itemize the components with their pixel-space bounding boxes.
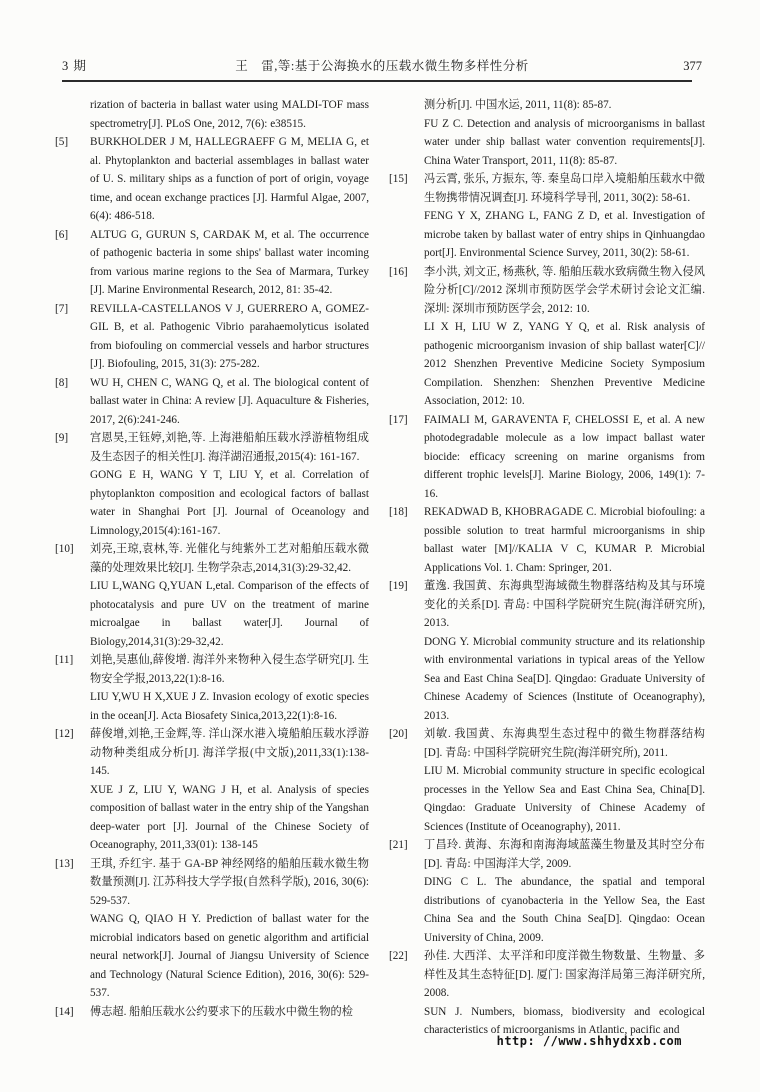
reference-body <box>424 725 705 836</box>
reference-text: SUN J. Numbers, biomass, biodiversity and ecological characteristics of microorganisms in Atlantic, pacific and <box>424 1005 705 1036</box>
reference-body <box>90 429 369 540</box>
reference-number: [18] <box>389 506 408 518</box>
reference-number: [8] <box>55 376 69 389</box>
reference-number: [13] <box>55 857 74 870</box>
reference-body <box>90 300 369 374</box>
reference-text: 王琪, 乔红宇. 基于 GA-BP 神经网络的船舶压载水微生物数量预测[J]. 江苏科技大学学报(自然科学版), 2016, 30(6): 529-537. <box>90 857 369 907</box>
reference-body <box>424 170 705 263</box>
references-column-left <box>55 96 369 1021</box>
reference-entry <box>55 226 369 300</box>
reference-entry <box>55 540 369 651</box>
reference-body <box>90 374 369 430</box>
reference-entry <box>389 947 705 1040</box>
reference-body <box>424 411 705 504</box>
reference-body <box>90 1003 369 1022</box>
reference-text: DONG Y. Microbial community structure and its relationship with environmental variations in typical areas of the Yellow Sea and East China Sea[D]. Qingdao: Graduate University of Chinese Academy of Sciences (Institute of Oceanography), 2013. <box>424 635 705 722</box>
reference-text: 刘亮,王琼,袁林,等. 光催化与纯紫外工艺对船舶压载水微藻的处理效果比较[J]. 生物学杂志,2014,31(3):29-32,42. <box>90 543 369 574</box>
reference-text: 薛俊增,刘艳,王金辉,等. 洋山深水港入境船舶压载水浮游动物种类组成分析[J]. 海洋学报(中文版),2011,33(1):138-145. <box>90 728 369 777</box>
journal-url: http: //www.shhydxxb.com <box>496 1034 682 1048</box>
reference-text: XUE J Z, LIU Y, WANG J H, et al. Analysis of species composition of ballast water in the entry ship of the Yangshan deep-water port [J]. Journal of the Chinese Society of Oceanography, 2011,33(01): 138-145 <box>90 783 369 851</box>
reference-text: 孙佳. 大西洋、太平洋和印度洋微生物数量、生物量、多样性及其生态特征[D]. 厦门: 国家海洋局第三海洋研究所, 2008. <box>424 950 705 999</box>
reference-body <box>90 226 369 300</box>
reference-entry <box>389 836 705 947</box>
reference-entry <box>55 133 369 226</box>
reference-text: REKADWAD B, KHOBRAGADE C. Microbial biofouling: a possible solution to treat harmful microorganisms in ship ballast water [M]//KALIA V C, KUMAR P. Microbial Applications Vol. 1. Cham: Springer, 201. <box>424 506 705 574</box>
reference-number: [6] <box>55 228 69 241</box>
reference-body <box>424 503 705 577</box>
reference-entry <box>55 725 369 855</box>
reference-text: LIU Y,WU H X,XUE J Z. Invasion ecology of exotic species in the ocean[J]. Acta Biosafety Sinica,2013,22(1):8-16. <box>90 691 369 722</box>
reference-text: 宫恩昊,王钰婷,刘艳,等. 上海港船舶压载水浮游植物组成及生态因子的相关性[J]. 海洋湖沼通报,2015(4): 161-167. <box>90 432 369 463</box>
reference-body <box>424 836 705 947</box>
reference-text: 李小洪, 刘文正, 杨燕秋, 等. 船舶压载水致病微生物入侵风险分析[C]//2012 深圳市预防医学会学术研讨会论文汇编. 深圳: 深圳市预防医学会, 2012: 10. <box>424 265 705 315</box>
reference-entry <box>389 577 705 725</box>
reference-number: [14] <box>55 1005 74 1018</box>
reference-body <box>424 947 705 1040</box>
reference-text: rization of bacteria in ballast water using MALDI-TOF mass spectrometry[J]. PLoS One, 2012, 7(6): e38515. <box>90 99 369 130</box>
reference-body <box>90 725 369 855</box>
reference-text: WANG Q, QIAO H Y. Prediction of ballast water for the microbial indicators based on genetic algorithm and artificial neural network[J]. Journal of Jiangsu University of Science and Technology (Natural Science Edition), 2016, 30(6): 529-537. <box>90 913 369 999</box>
reference-body <box>424 96 705 170</box>
reference-number: [19] <box>389 580 408 592</box>
reference-entry <box>55 96 369 133</box>
reference-entry <box>55 300 369 374</box>
reference-text: FU Z C. Detection and analysis of microorganisms in ballast water under ship ballast water convention requirements[J]. China Water Transport, 2011, 11(8): 85-87. <box>424 117 705 167</box>
page-footer <box>0 1034 682 1048</box>
reference-number: [22] <box>389 950 408 962</box>
reference-number: [21] <box>389 839 408 851</box>
reference-text: BURKHOLDER J M, HALLEGRAEFF G M, MELIA G, et al. Phytoplankton and bacterial assemblages in ballast water of U. S. military ships as a function of port of origin, voyage time, and ocean exchange practices [J]. Harmful Algae, 2007, 6(4): 486-518. <box>90 136 369 222</box>
reference-number: [9] <box>55 432 69 444</box>
reference-text: FAIMALI M, GARAVENTA F, CHELOSSI E, et al. A new photodegradable molecule as a low impact ballast water biocide: efficacy screening on marine organisms from different trophic levels[J]. Marine Biology, 2006, 149(1): 7-16. <box>424 413 705 500</box>
reference-body <box>424 577 705 725</box>
reference-text: 冯云霄, 张乐, 方振东, 等. 秦皇岛口岸入境船舶压载水中微生物携带情况调查[J]. 环境科学导刊, 2011, 30(2): 58-61. <box>424 173 705 204</box>
reference-text: WU H, CHEN C, WANG Q, et al. The biological content of ballast water in China: A review [J]. Aquaculture & Fisheries, 2017, 2(6):241-246. <box>90 376 369 426</box>
issue-number: 3 期 <box>62 59 87 73</box>
reference-entry <box>55 855 369 1003</box>
reference-body <box>90 651 369 725</box>
reference-text: LIU M. Microbial community structure in specific ecological processes in the Yellow Sea and East China Sea, China[D]. Qingdao: Graduate University of Chinese Academy of Sciences (Institute of Oceanography), 2011. <box>424 765 705 833</box>
reference-number: [10] <box>55 543 74 555</box>
reference-text: LIU L,WANG Q,YUAN L,etal. Comparison of the effects of photocatalysis and pure UV on the treatment of marine microalgae in ballast water[J]. Journal of Biology,2014,31(3):29-32,42. <box>90 580 369 648</box>
reference-entry <box>389 263 705 411</box>
reference-text: 刘艳,吴惠仙,薛俊增. 海洋外来物种入侵生态学研究[J]. 生物安全学报,2013,22(1):8-16. <box>90 654 369 685</box>
reference-text: 测分析[J]. 中国水运, 2011, 11(8): 85-87. <box>424 99 612 111</box>
reference-number: [5] <box>55 136 69 148</box>
reference-entry <box>389 96 705 170</box>
reference-entry <box>389 170 705 263</box>
reference-body <box>90 96 369 133</box>
reference-body <box>90 133 369 226</box>
reference-entry <box>389 725 705 836</box>
references-column-right <box>389 96 705 1040</box>
reference-number: [16] <box>389 265 408 278</box>
reference-number: [11] <box>55 654 74 666</box>
reference-text: 董逸. 我国黄、东海典型海域微生物群落结构及其与环境变化的关系[D]. 青岛: 中国科学院研究生院(海洋研究所), 2013. <box>424 580 705 629</box>
reference-text: 傅志超. 船舶压载水公约要求下的压载水中微生物的检 <box>90 1005 353 1018</box>
reference-body <box>424 263 705 411</box>
reference-number: [12] <box>55 728 74 740</box>
reference-entry <box>55 651 369 725</box>
reference-number: [20] <box>389 728 408 740</box>
reference-number: [15] <box>389 173 408 185</box>
reference-text: ALTUG G, GURUN S, CARDAK M, et al. The occurrence of pathogenic bacteria in some ships' ballast water incoming from various marine regions to the Sea of Marmara, Turkey [J]. Marine Environmental Research, 2012, 81: 35-42. <box>90 228 369 296</box>
reference-entry <box>55 429 369 540</box>
reference-text: FENG Y X, ZHANG L, FANG Z D, et al. Investigation of microbe taken by ballast water of entry ships in Qinhuangdao port[J]. Environmental Science Survey, 2011, 30(2): 58-61. <box>424 210 705 259</box>
reference-entry <box>389 411 705 504</box>
reference-entry <box>55 1003 369 1022</box>
reference-body <box>90 855 369 1003</box>
reference-entry <box>389 503 705 577</box>
reference-body <box>90 540 369 651</box>
reference-text: LI X H, LIU W Z, YANG Y Q, et al. Risk analysis of pathogenic microorganism invasion of ship ballast water[C]// 2012 Shenzhen Preventive Medicine Society Symposium Compilation. Shenzhen: Shenzhen Preventive Medicine Association, 2012: 10. <box>424 321 705 407</box>
header-rule <box>62 80 692 82</box>
reference-number: [7] <box>55 302 69 315</box>
reference-text: REVILLA-CASTELLANOS V J, GUERRERO A, GOMEZ-GIL B, et al. Pathogenic Vibrio parahaemolyticus isolated from biofouling on commercial vessels and harbor structures [J]. Biofouling, 2015, 31(3): 275-282. <box>90 302 369 370</box>
reference-text: GONG E H, WANG Y T, LIU Y, et al. Correlation of phytoplankton composition and ecological factors of ballast water in Shanghai Port [J]. Journal of Oceanology and Limnology,2015(4):161-167. <box>90 469 369 537</box>
reference-number: [17] <box>389 413 408 426</box>
page-header <box>62 56 702 74</box>
page-number: 377 <box>683 59 702 73</box>
reference-entry <box>55 374 369 430</box>
reference-text: 丁昌玲. 黄海、东海和南海海域蓝藻生物量及其时空分布[D]. 青岛: 中国海洋大学, 2009. <box>424 839 705 870</box>
reference-text: DING C L. The abundance, the spatial and temporal distributions of cyanobacteria in the Yellow Sea, the East China Sea and the South China Sea[D]. Qingdao: Ocean University of China, 2009. <box>424 876 705 944</box>
reference-text: 刘敏. 我国黄、东海典型生态过程中的微生物群落结构[D]. 青岛: 中国科学院研究生院(海洋研究所), 2011. <box>424 728 705 759</box>
running-title: 王 雷,等:基于公海换水的压载水微生物多样性分析 <box>235 59 529 73</box>
